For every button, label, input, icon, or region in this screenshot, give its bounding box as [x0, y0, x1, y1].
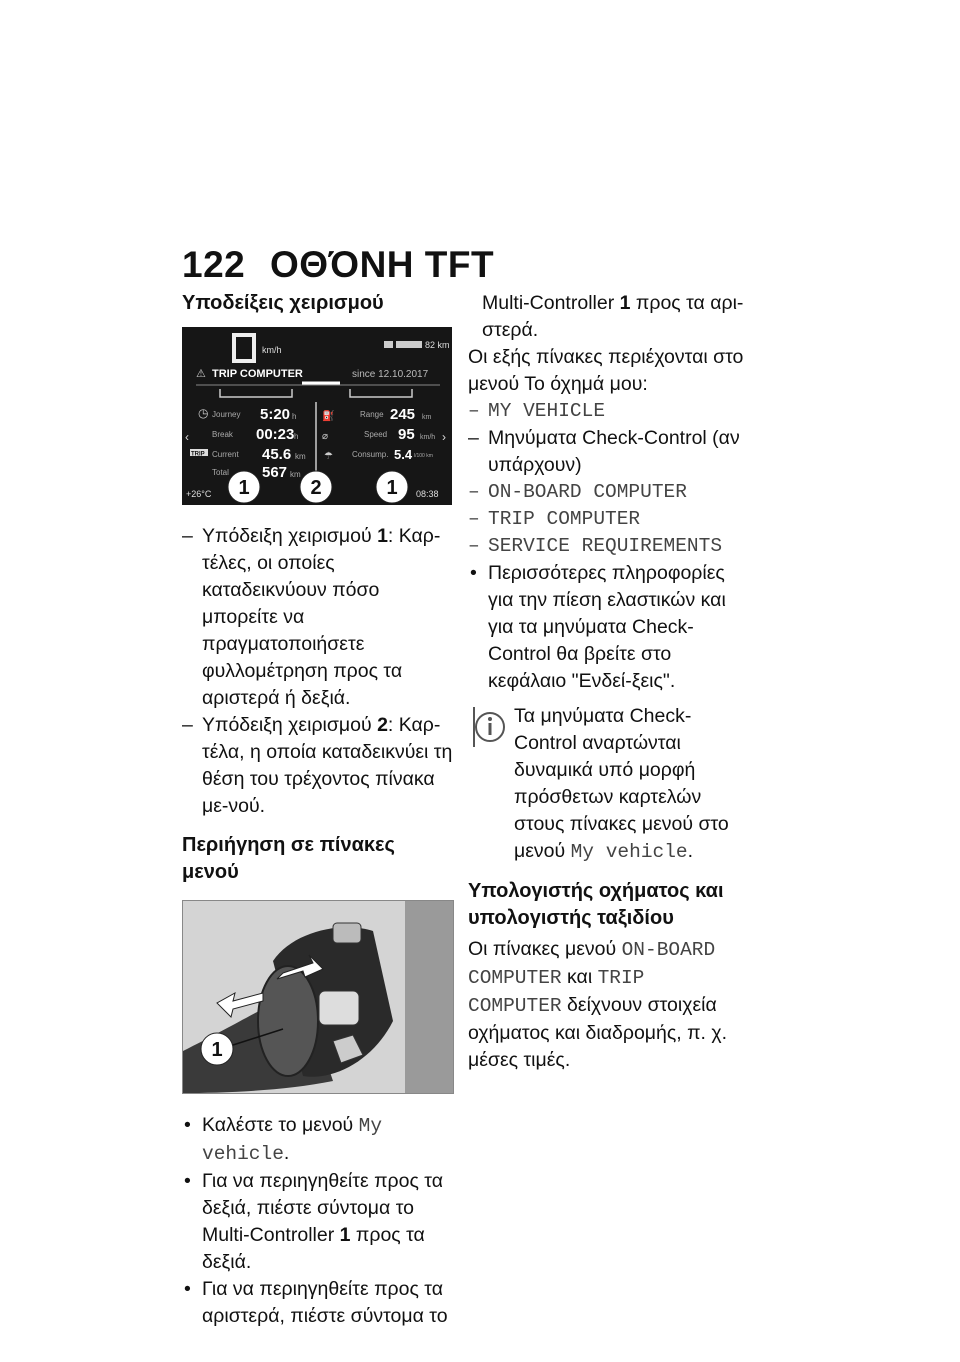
svg-text:h: h [294, 432, 299, 441]
instruction-call-menu: • Καλέστε το μενού My vehicle. [182, 1112, 454, 1168]
menu-list-item: – TRIP COMPUTER [468, 506, 746, 533]
row-label-journey: Journey [212, 410, 241, 419]
battery-range: 82 km [425, 340, 450, 350]
svg-text:km: km [295, 452, 306, 461]
row-value-speed: 95 [398, 426, 415, 443]
row-label-break: Break [212, 430, 233, 439]
row-label-total: Total [212, 468, 229, 477]
info-icon [472, 703, 506, 761]
svg-text:km: km [290, 470, 301, 479]
clock-icon: ◷ [198, 406, 209, 420]
speed-unit: km/h [262, 345, 282, 355]
trip-computer-label: TRIP COMPUTER [212, 368, 303, 380]
menu-list-item: – Μηνύματα Check-Control (αν υπάρχουν) [468, 425, 746, 479]
row-value-current: 45.6 [262, 446, 292, 463]
section-heading-trip-computer: Υπολογιστής οχήματος και υπολογιστής ταξιδίου [468, 880, 724, 929]
row-value-total: 567 [262, 464, 288, 481]
callout-1-right: 1 [386, 477, 398, 499]
multi-controller-illustration [183, 901, 453, 1093]
clock-time: 08:38 [416, 489, 439, 499]
rain-icon: ☂ [324, 451, 333, 462]
section-heading-menu-navigation: Περιήγηση σε πίνακες μενού [182, 834, 395, 883]
menu-list-item: – ON-BOARD COMPUTER [468, 479, 746, 506]
arrow-right-icon: › [442, 430, 446, 444]
fuel-gauge [396, 341, 422, 348]
consumption-icon: ⌀ [322, 431, 329, 442]
callout-2: 2 [310, 477, 322, 499]
menu-list-item: – SERVICE REQUIREMENTS [468, 533, 746, 560]
since-date: since 12.10.2017 [352, 369, 429, 380]
row-label-consumption: Consump. [352, 450, 389, 459]
fuel-pump-icon: ⛽ [322, 411, 335, 422]
right-column [468, 290, 746, 1074]
chapter-title: ΟΘΌΝΗ TFT [270, 244, 495, 285]
tft-display-illustration [182, 327, 452, 505]
menu-intro: Οι εξής πίνακες περιέχονται στο μενού Το όχημά μου: [468, 346, 744, 395]
arrow-left-icon: ‹ [185, 430, 189, 444]
row-value-break: 00:23 [256, 426, 295, 443]
instruction-navigate-left-cont: Multi-Controller 1 προς τα αρι-στερά. [482, 292, 744, 341]
svg-text:h: h [292, 412, 297, 421]
left-column [182, 290, 454, 1330]
svg-text:km: km [422, 414, 432, 421]
page-header [182, 244, 494, 286]
operating-hint-1: – Υπόδειξη χειρισμού 1: Καρ-τέλες, οι οποίες καταδεικνύουν πόσο μπορείτε να πραγματοποιήσετε φυλλομέτρηση προς τα αριστερά ή δεξιά. [182, 523, 454, 712]
svg-text:TRIP: TRIP [191, 451, 205, 458]
section-heading-operating-hints: Υποδείξεις χειρισμού [182, 292, 384, 314]
row-value-journey: 5:20 [260, 406, 291, 423]
row-value-consumption: 5.4 [394, 447, 413, 462]
callout-1: 1 [211, 1039, 223, 1061]
row-label-current: Current [212, 450, 239, 459]
callout-1-left: 1 [238, 477, 250, 499]
fuel-icon [384, 341, 393, 348]
multi-controller-figure [182, 900, 454, 1094]
row-label-range: Range [360, 410, 384, 419]
tft-display-figure [182, 327, 452, 505]
warning-icon: ⚠ [196, 368, 206, 380]
page-number: 122 [182, 244, 246, 285]
row-value-range: 245 [390, 406, 416, 423]
temperature: +26°C [186, 489, 212, 499]
row-label-speed: Speed [364, 430, 388, 439]
info-note: Τα μηνύματα Check-Control αναρτώνται δυναμικά υπό μορφή πρόσθετων καρτελών στους πίνακες μενού στο μενού My vehicle. [468, 703, 746, 866]
svg-text:l/100 km: l/100 km [414, 453, 433, 459]
menu-list-item: – MY VEHICLE [468, 398, 746, 425]
trip-computer-paragraph: Οι πίνακες μενού ON-BOARD COMPUTER και TRIP COMPUTER δείχνουν στοιχεία οχήματος και διαδρομής, π. χ. μέσες τιμές. [468, 938, 728, 1071]
instruction-navigate-right: • Για να περιηγηθείτε προς τα δεξιά, πιέστε σύντομα το Multi-Controller 1 προς τα δεξιά. [182, 1168, 454, 1276]
svg-text:km/h: km/h [420, 434, 436, 441]
instruction-navigate-left: • Για να περιηγηθείτε προς τα αριστερά, πιέστε σύντομα το [182, 1276, 454, 1330]
operating-hint-2: – Υπόδειξη χειρισμού 2: Καρ-τέλα, η οποία καταδεικνύει τη θέση του τρέχοντος πίνακα με-νού. [182, 712, 454, 820]
more-info-bullet: • Περισσότερες πληροφορίες για την πίεση ελαστικών και για τα μηνύματα Check-Control θα βρείτε στο κεφάλαιο "Ενδεί-ξεις". [468, 560, 746, 695]
